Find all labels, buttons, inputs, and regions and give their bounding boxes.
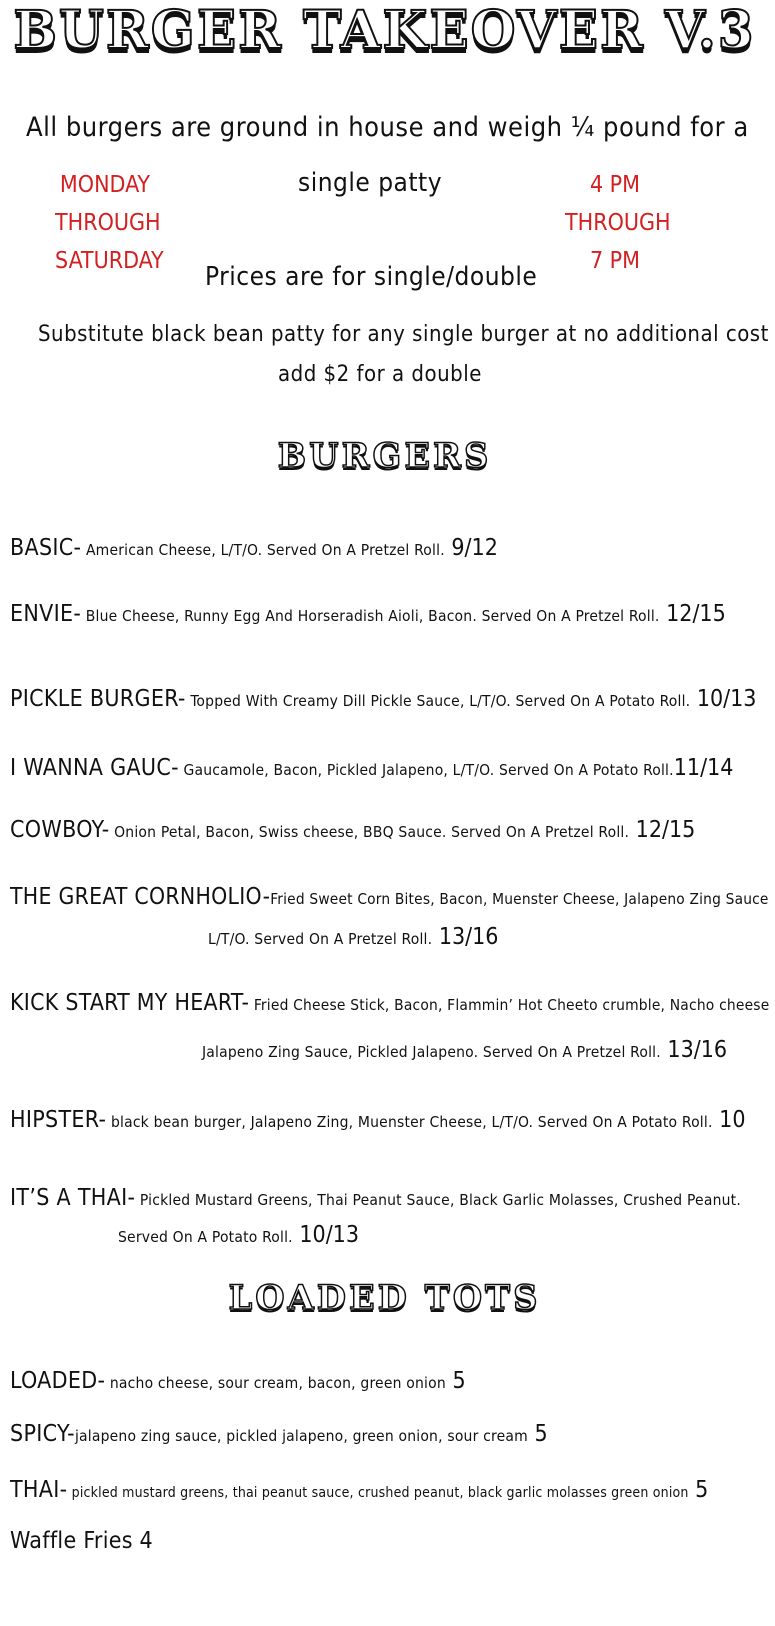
item-description: Gaucamole, Bacon, Pickled Jalapeno, L/T/O. Served On A Potato Roll. (178, 761, 674, 779)
menu-item (10, 1368, 466, 1394)
item-name: SPICY- (10, 1421, 75, 1447)
item-price: 10 (712, 1107, 746, 1133)
item-price: 5 (527, 1421, 548, 1447)
item-name: BASIC- (10, 535, 82, 561)
item-name: THAI- (10, 1477, 68, 1503)
menu-item-continued (208, 924, 498, 950)
days-line: THROUGH (55, 210, 161, 236)
burgers-heading: BURGERS (277, 436, 492, 476)
item-name: COWBOY- (10, 817, 110, 843)
item-name: PICKLE BURGER- (10, 686, 186, 712)
item-price: 12/15 (629, 817, 696, 843)
menu-item (10, 817, 695, 843)
menu-item (10, 1528, 153, 1554)
menu-item (10, 535, 498, 561)
item-description: pickled mustard greens, thai peanut sauce, crushed peanut, black garlic molasses green onion (67, 1485, 689, 1501)
menu-item (10, 755, 733, 781)
item-price: 12/15 (659, 601, 726, 627)
item-description: L/T/O. Served On A Pretzel Roll. (208, 930, 433, 948)
menu-item (10, 686, 756, 712)
item-description: nacho cheese, sour cream, bacon, green onion (105, 1374, 446, 1392)
item-name: THE GREAT CORNHOLIO- (10, 884, 271, 910)
substitute-line-1: Substitute black bean patty for any single burger at no additional cost (38, 322, 769, 347)
item-price: 9/12 (444, 535, 498, 561)
days-line: SATURDAY (55, 248, 164, 274)
item-price: 4 (132, 1528, 153, 1554)
days-line: MONDAY (59, 172, 151, 198)
menu-item (10, 1421, 548, 1447)
hours-block (565, 166, 671, 280)
hours-line: 7 PM (589, 248, 641, 274)
hours-line: THROUGH (565, 210, 671, 236)
menu-item-continued (118, 1222, 359, 1248)
item-price: 5 (445, 1368, 466, 1394)
item-price: 13/16 (432, 924, 499, 950)
item-description: Fried Sweet Corn Bites, Bacon, Muenster Cheese, Jalapeno Zing Sauce (270, 890, 769, 908)
menu-item (10, 1107, 746, 1133)
item-description: Topped With Creamy Dill Pickle Sauce, L/T/O. Served On A Potato Roll. (185, 692, 691, 710)
item-price: 13/16 (660, 1037, 728, 1063)
substitute-line-2: add $2 for a double (278, 362, 482, 387)
item-description: American Cheese, L/T/O. Served On A Pretzel Roll. (81, 541, 445, 559)
menu-item (10, 1185, 741, 1211)
menu-item (10, 1477, 708, 1503)
intro-line-1: All burgers are ground in house and weigh ¼ pound for a (26, 112, 749, 143)
item-description: Onion Petal, Bacon, Swiss cheese, BBQ Sauce. Served On A Pretzel Roll. (109, 823, 630, 841)
prices-note: Prices are for single/double (205, 262, 538, 292)
item-description: Blue Cheese, Runny Egg And Horseradish Aioli, Bacon. Served On A Pretzel Roll. (81, 607, 660, 625)
item-description: Jalapeno Zing Sauce, Pickled Jalapeno. Served On A Pretzel Roll. (202, 1043, 661, 1061)
loaded-tots-heading: LOADED TOTS (228, 1278, 541, 1318)
days-block (55, 166, 164, 280)
menu-item-continued (202, 1037, 727, 1063)
item-price: 10/13 (292, 1222, 360, 1248)
hours-line: 4 PM (589, 172, 641, 198)
item-description: Pickled Mustard Greens, Thai Peanut Sauce, Black Garlic Molasses, Crushed Peanut. (135, 1191, 741, 1209)
item-name: LOADED- (10, 1368, 106, 1394)
intro-line-2: single patty (298, 168, 443, 198)
item-price: 11/14 (673, 755, 734, 781)
item-name: IT’S A THAI- (10, 1185, 136, 1211)
menu-item (10, 601, 726, 627)
item-price: 10/13 (690, 686, 757, 712)
item-name: Waffle Fries (10, 1528, 133, 1554)
item-description: jalapeno zing sauce, pickled jalapeno, green onion, sour cream (74, 1427, 528, 1445)
item-name: KICK START MY HEART- (10, 990, 250, 1016)
menu-title: BURGER TAKEOVER V.3 (13, 0, 756, 61)
item-description: Served On A Potato Roll. (118, 1228, 293, 1246)
menu-item (10, 990, 769, 1016)
item-name: ENVIE- (10, 601, 82, 627)
menu-item (10, 884, 769, 910)
item-description: black bean burger, Jalapeno Zing, Muenster Cheese, L/T/O. Served On A Potato Roll. (106, 1113, 713, 1131)
item-price: 5 (688, 1477, 709, 1503)
item-description: Fried Cheese Stick, Bacon, Flammin’ Hot Cheeto crumble, Nacho cheese (249, 996, 770, 1014)
item-name: I WANNA GAUC- (10, 755, 179, 781)
item-name: HIPSTER- (10, 1107, 107, 1133)
